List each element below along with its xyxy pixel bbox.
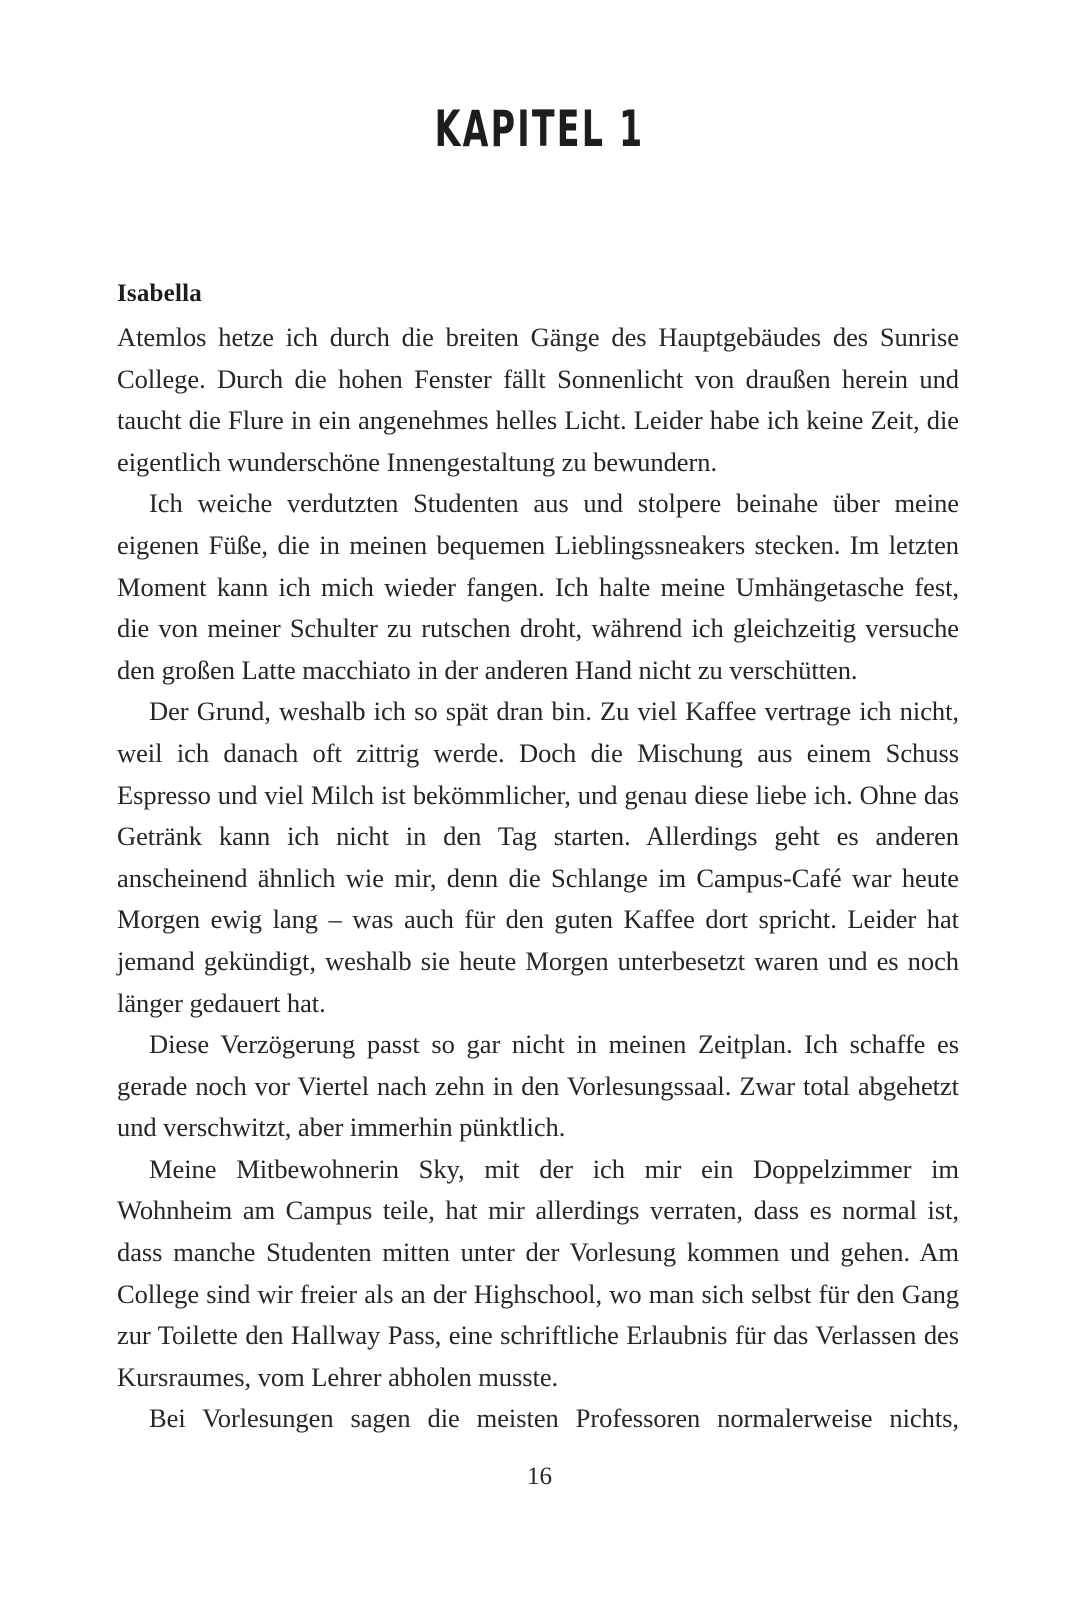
paragraph: Meine Mitbewohnerin Sky, mit der ich mir ein Doppelzimmer im Wohnheim am Campus teile, hat mir allerdings verraten, dass es normal ist, dass manche Studenten mitten unter der Vorlesung kommen und gehen. Am College sind wir freier als an der Highschool, wo man sich selbst für den Gang zur Toilette den Hallway Pass, eine schriftliche Erlaubnis für das Verlassen des Kursraumes, vom Lehrer abholen musste. <box>117 1153 959 1392</box>
body-text-column <box>117 277 959 1482</box>
paragraph: Diese Verzögerung passt so gar nicht in meinen Zeitplan. Ich schaffe es gerade noch vor Viertel nach zehn in den Vorlesungssaal. Zwar total abgehetzt und verschwitzt, aber immerhin pünktlich. <box>117 1029 959 1143</box>
paragraph: Bei Vorlesungen sagen die meisten Professoren normalerweise nichts, <box>149 1403 959 1434</box>
paragraph: Der Grund, weshalb ich so spät dran bin. Zu viel Kaffee vertrage ich nicht, weil ich danach oft zittrig werde. Doch die Mischung aus einem Schuss Espresso und viel Milch ist bekömmlicher, und genau diese liebe ich. Ohne das Getränk kann ich nicht in den Tag starten. Allerdings geht es anderen anscheinend ähnlich wie mir, denn die Schlange im Campus-Café war heute Morgen ewig lang – was auch für den guten Kaffee dort spricht. Leider hat jemand gekündigt, weshalb sie heute Morgen unterbesetzt waren und es noch länger gedauert hat. <box>117 696 959 1018</box>
paragraph: Atemlos hetze ich durch die breiten Gänge des Hauptgebäudes des Sunrise College. Durch die hohen Fenster fällt Sonnenlicht von draußen herein und taucht die Flure in ein angenehmes helles Licht. Leider habe ich keine Zeit, die eigentlich wunderschöne Innengestaltung zu bewundern. <box>117 322 959 477</box>
pov-speaker-heading: Isabella <box>117 280 202 307</box>
chapter-heading: KAPITEL 1 <box>434 100 645 158</box>
page-number: 16 <box>527 1463 552 1490</box>
paragraph: Ich weiche verdutzten Studenten aus und stolpere beinahe über meine eigenen Füße, die in meinen bequemen Lieblingssneakers stecken. Im letzten Moment kann ich mich wieder fangen. Ich halte meine Umhängetasche fest, die von meiner Schulter zu rutschen droht, während ich gleichzeitig versuche den großen Latte macchiato in der anderen Hand nicht zu verschütten. <box>117 488 959 685</box>
